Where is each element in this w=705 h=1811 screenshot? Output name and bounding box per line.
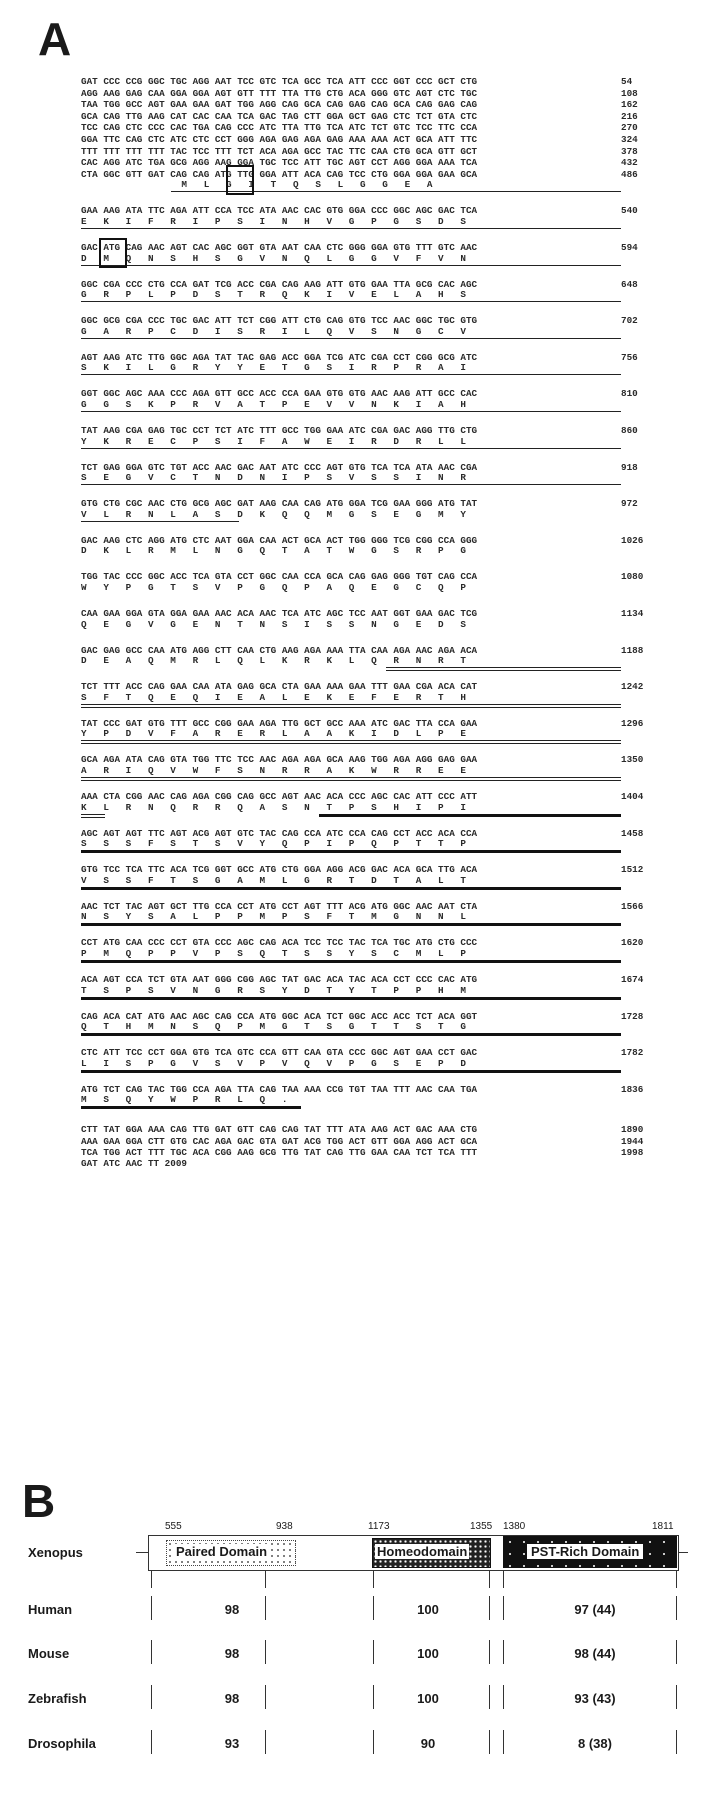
position-number: 1296 <box>621 717 644 729</box>
domain-boundary-tick <box>489 1640 490 1664</box>
species-label: Zebrafish <box>28 1691 87 1706</box>
position-number: 1620 <box>621 937 644 949</box>
domain-underline <box>81 997 621 1000</box>
identity-homeo: 90 <box>420 1736 436 1751</box>
domain-underline <box>386 670 621 671</box>
domain-underline <box>81 707 621 708</box>
domain-underline <box>81 521 239 522</box>
nucleotide-line <box>81 1010 644 1022</box>
domain-underline <box>81 228 621 229</box>
nucleotide-text: ATG TCT CAG TAC TGG CCA AGA TTA CAG TAA AAA CCG TGT TAA TTT AAC CAA TGA <box>81 1083 478 1095</box>
amino-acid-text: M L G I T Q S L G G E A <box>81 179 433 191</box>
nucleotide-line <box>81 122 638 134</box>
nucleotide-line <box>81 145 638 157</box>
domain-underline <box>81 265 621 266</box>
amino-acid-line <box>81 289 466 300</box>
position-number: 972 <box>621 498 638 510</box>
nucleotide-text: GCA CAG TTG AAG CAT CAC CAA TCA GAC TAG CTT GGA GCT GAG CTC TCT GTA CTC <box>81 110 478 122</box>
position-number: 1350 <box>621 754 644 766</box>
nucleotide-line <box>81 754 644 766</box>
amino-acid-text: Y K R E C P S I F A W E I R D R L L <box>81 435 466 447</box>
amino-acid-line <box>81 436 466 447</box>
species-label: Human <box>28 1602 73 1617</box>
amino-acid-text: Q E G V G E N T N S I S S N G E D S <box>81 618 466 630</box>
nucleotide-line <box>81 1083 644 1095</box>
amino-acid-text: D K L R M L N G Q T A T W G S R P G <box>81 545 466 557</box>
amino-acid-text: Q T H M N S Q P M G T S G T T S T G <box>81 1021 466 1033</box>
nucleotide-line <box>81 571 644 583</box>
domain-underline <box>81 411 621 412</box>
domain-underline <box>81 960 621 963</box>
nucleotide-text: GGT GGC AGC AAA CCC AGA GTT GCC ACC CCA GAA GTG GTG AAC AAG ATT GCC CAC <box>81 388 478 400</box>
nucleotide-line <box>81 388 638 400</box>
domain-boundary-tick <box>265 1570 266 1588</box>
nucleotide-line <box>81 1124 644 1136</box>
nucleotide-text: TCC CAG CTC CCC CAC TGA CAG CCC ATC TTA TTG TCA ATC TCT GTC TCC TTC CCA <box>81 122 478 134</box>
amino-acid-text: S S S F S T S V Y Q P I P Q P T T P <box>81 838 466 850</box>
domain-boundary-tick <box>489 1570 490 1588</box>
domain-underline <box>81 448 621 449</box>
paired-domain-label: Paired Domain <box>173 1544 270 1559</box>
domain-underline <box>319 814 621 817</box>
domain-boundary-tick <box>265 1685 266 1709</box>
domain-underline <box>81 923 621 926</box>
position-number: 1728 <box>621 1010 644 1022</box>
amino-acid-text: D M Q N S H S G V N Q L G G V F V N <box>81 252 466 264</box>
nucleotide-text: GGC CGA CCC CTG CCA GAT TCG ACC CGA CAG AAG ATT GTG GAA TTA GCG CAC AGC <box>81 278 478 290</box>
identity-paired: 98 <box>224 1602 240 1617</box>
identity-paired: 93 <box>224 1736 240 1751</box>
domain-boundary-tick <box>265 1640 266 1664</box>
domain-boundary-tick <box>676 1685 677 1709</box>
amino-acid-text: S E G V C T N D N I P S V S S I N R <box>81 472 466 484</box>
position-number: 378 <box>621 145 638 157</box>
amino-acid-text: M S Q Y W P R L Q . <box>81 1094 288 1106</box>
domain-underline <box>81 780 621 781</box>
domain-underline <box>81 1070 621 1073</box>
nucleotide-text: AAC TCT TAC AGT GCT TTG CCA CCT ATG CCT AGT TTT ACG ATG GGC AAC AAT CTA <box>81 900 478 912</box>
nucleotide-text: AAA GAA GGA CTT GTG CAC AGA GAC GTA GAT ACG TGG ACT GTT GGA AGG ACT GCA <box>81 1135 478 1147</box>
species-label: Drosophila <box>28 1736 96 1751</box>
position-number: 1242 <box>621 681 644 693</box>
amino-acid-text: G A R P C D I S R I L Q V S N G C V <box>81 325 466 337</box>
identity-paired: 98 <box>224 1646 240 1661</box>
nucleotide-text: TAT CCC GAT GTG TTT GCC CGG GAA AGA TTG GCT GCC AAA ATC GAC TTA CCA GAA <box>81 717 478 729</box>
position-number: 1188 <box>621 644 644 656</box>
amino-acid-line <box>81 399 466 410</box>
position-number: 860 <box>621 425 638 436</box>
domain-boundary-tick <box>503 1730 504 1754</box>
nucleotide-text: TAA TGG GCC AGT GAA GAA GAT TGG AGG CAG GCA CAG GAG CAG GCA CAG GAG CAG <box>81 99 478 111</box>
homeodomain <box>372 1538 491 1568</box>
nucleotide-line <box>81 498 638 510</box>
position-number: 1890 <box>621 1124 644 1136</box>
domain-boundary-tick <box>676 1596 677 1620</box>
nucleotide-line <box>81 608 644 619</box>
amino-acid-line <box>81 582 466 593</box>
panel-b-label: B <box>22 1475 56 1527</box>
domain-boundary-tick <box>373 1730 374 1754</box>
nucleotide-line <box>81 681 644 693</box>
nucleotide-text: GCA AGA ATA CAG GTA TGG TTC TCC AAC AGA AGA GCA AAG TGG AGA AGG GAG GAA <box>81 754 478 766</box>
nucleotide-text: TGG TAC CCC GGC ACC TCA GTA CCT GGC CAA CCA GCA CAG GAG GGG TGT CAG CCA <box>81 571 478 583</box>
domain-boundary-tick <box>676 1730 677 1754</box>
amino-acid-line <box>81 326 466 337</box>
amino-acid-line <box>81 472 466 483</box>
identity-pst: 98 (44) <box>574 1646 616 1661</box>
amino-acid-line <box>81 802 466 813</box>
nucleotide-text: TAT AAG CGA GAG TGC CCT TCT ATC TTT GCC TGG GAA ATC CGA GAC AGG TTG CTG <box>81 425 478 436</box>
domain-boundary-tick <box>503 1596 504 1620</box>
amino-acid-line <box>81 728 466 739</box>
amino-acid-text: V L R N L A S D K Q Q M G S E G M Y <box>81 508 466 520</box>
nucleotide-line <box>81 461 638 473</box>
nucleotide-text: GAT CCC CCG GGC TGC AGG AAT TCC GTC TCA GCC TCA ATT CCC GGT CCC GCT CTG <box>81 76 478 87</box>
domain-underline <box>81 1033 621 1036</box>
position-number: 1026 <box>621 534 644 546</box>
nucleotide-line <box>81 1158 187 1169</box>
amino-acid-line <box>81 838 466 849</box>
nucleotide-text: GTG CTG CGC AAC CTG GCG AGC GAT AAG CAA CAG ATG GGA TCG GAA GGG ATG TAT <box>81 498 478 510</box>
nucleotide-text: TTT TTT TTT TTT TAC TCC TTT TCT ACA AGA GCC TAC TTC CAA CTG GCA GTT GCT <box>81 145 478 157</box>
position-number: 810 <box>621 388 638 400</box>
position-number: 324 <box>621 134 638 145</box>
nucleotide-text: GAC AAG CTC AGG ATG CTC AAT GGA CAA ACT GCA ACT TGG GGG TCG CGG CCA GGG <box>81 534 478 546</box>
amino-acid-line <box>81 216 466 227</box>
identity-pst: 97 (44) <box>574 1602 616 1617</box>
amino-acid-text: Y P D V F A R E R L A A K I D L P E <box>81 728 466 740</box>
amino-acid-line <box>81 692 466 703</box>
domain-boundary-tick <box>503 1640 504 1664</box>
domain-underline <box>386 667 621 668</box>
amino-acid-line <box>81 619 466 630</box>
amino-acid-line <box>81 1021 466 1032</box>
nucleotide-text: CAG ACA CAT ATG AAC AGC CAG CCA ATG GGC ACA TCT GGC ACC ACC TCT ACA GGT <box>81 1010 478 1022</box>
species-label: Mouse <box>28 1646 70 1661</box>
domain-boundary-tick <box>489 1730 490 1754</box>
nucleotide-line <box>81 157 638 169</box>
amino-acid-text: V S S F T S G A M L G R T D T A L T <box>81 874 466 886</box>
nucleotide-line <box>81 1146 644 1158</box>
position-number: 1458 <box>621 827 644 839</box>
amino-acid-text: S K I L G R Y Y E T G S I R P R A I <box>81 362 466 374</box>
nucleotide-text: GAA AAG ATA TTC AGA ATT CCA TCC ATA AAC CAC GTG GGA CCC GGC AGC GAC TCA <box>81 205 478 217</box>
position-number: 648 <box>621 278 638 290</box>
amino-acid-line <box>81 655 466 666</box>
amino-acid-line <box>81 985 466 996</box>
position-number: 594 <box>621 242 638 253</box>
domain-underline <box>81 374 621 375</box>
domain-underline <box>81 887 621 890</box>
position-number: 270 <box>621 122 638 134</box>
identity-homeo: 100 <box>417 1646 439 1661</box>
nucleotide-text: TCT GAG GGA GTC TGT ACC AAC GAC AAT ATC CCC AGT GTG TCA TCA ATA AAC CGA <box>81 461 478 473</box>
position-number: 108 <box>621 87 638 99</box>
nucleotide-text: AGG AAG GAG CAA GGA GGA AGT GTT TTT TTA TTG CTG ACA GGG GTC AGT CTC TGC <box>81 87 478 99</box>
position-number: 216 <box>621 110 638 122</box>
nucleotide-text: AGT AAG ATC TTG GGC AGA TAT TAC GAG ACC GGA TCG ATC CGA CCT CGG GCG ATC <box>81 351 478 363</box>
amino-acid-text: L I S P G V S V P V Q V P G S E P D <box>81 1057 466 1069</box>
position-number: 540 <box>621 205 638 217</box>
nucleotide-line <box>81 110 638 122</box>
nucleotide-text: CCT ATG CAA CCC CCT GTA CCC AGC CAG ACA TCC TCC TAC TCA TGC ATG CTG CCC <box>81 937 478 949</box>
domain-boundary-tick <box>676 1640 677 1664</box>
amino-acid-text: T S P S V N G R S Y D T Y T P P H M <box>81 984 466 996</box>
nucleotide-line <box>81 534 644 546</box>
nucleotide-text: CTA GGC GTT GAT CAG CAG ATG TTG GGA ATT ACA CAG TCC CTG GGA GGA GAA GCA <box>81 168 478 180</box>
nucleotide-text: AAA CTA CGG AAC CAG AGA CGG CAG GCC AGT AAC ACA CCC AGC CAC ATT CCC ATT <box>81 791 478 802</box>
position-number: 54 <box>621 76 633 87</box>
identity-pst: 8 (38) <box>578 1736 612 1751</box>
domain-underline <box>81 817 105 818</box>
nucleotide-line <box>81 168 638 180</box>
nucleotide-line <box>81 717 644 729</box>
amino-acid-text: E K I F R I P S I N H V G P G S D S <box>81 215 466 227</box>
homeodomain-label: Homeodomain <box>377 1544 468 1559</box>
nucleotide-line <box>81 900 644 912</box>
nucleotide-line <box>81 974 644 985</box>
amino-acid-line <box>81 911 466 922</box>
amino-acid-text: G G S K P R V A T P E V V N K I A H <box>81 398 466 410</box>
nucleotide-line <box>81 644 644 656</box>
position-number: 1512 <box>621 864 644 876</box>
position-number: 1674 <box>621 974 644 985</box>
nucleotide-text: CTC ATT TCC CCT GGA GTG TCA GTC CCA GTT CAA GTA CCC GGC AGT GAA CCT GAC <box>81 1047 478 1059</box>
domain-boundary-tick <box>503 1570 504 1588</box>
nucleotide-line <box>81 205 638 217</box>
identity-homeo: 100 <box>417 1602 439 1617</box>
domain-underline <box>81 484 621 485</box>
domain-boundary-tick <box>265 1730 266 1754</box>
nucleotide-line <box>81 864 644 876</box>
nucleotide-text: CAA GAA GGA GTA GGA GAA AAC ACA AAC TCA ATC AGC TCC AAT GGT GAA GAC TCG <box>81 608 478 619</box>
nucleotide-text: GGC GCG CGA CCC TGC GAC ATT TCT CGG ATT CTG CAG GTG TCC AAC GGC TGC GTG <box>81 315 478 327</box>
domain-boundary-tick <box>373 1640 374 1664</box>
coord-1380: 1380 <box>503 1521 526 1532</box>
nucleotide-line <box>81 827 644 839</box>
domain-underline <box>81 338 621 339</box>
nucleotide-text: TCT TTT ACC CAG GAA CAA ATA GAG GCA CTA GAA AAA GAA TTT GAA CGA ACA CAT <box>81 681 478 693</box>
nucleotide-line <box>81 1047 644 1059</box>
domain-underline <box>81 743 621 744</box>
nucleotide-line <box>81 99 638 111</box>
position-number: 1944 <box>621 1135 644 1147</box>
domain-boundary-tick <box>489 1596 490 1620</box>
nucleotide-text: AGC AGT AGT TTC AGT ACG AGT GTC TAC CAG CCA ATC CCA CAG CCT ACC ACA CCA <box>81 827 478 839</box>
coord-938: 938 <box>276 1521 293 1532</box>
nucleotide-line <box>81 791 644 802</box>
coord-1173: 1173 <box>368 1521 390 1532</box>
domain-underline <box>81 301 621 302</box>
domain-boundary-tick <box>503 1685 504 1709</box>
amino-acid-line <box>81 362 466 373</box>
amino-acid-text: K L R N Q R R Q A S N T P S H I P I <box>81 801 466 813</box>
nucleotide-line <box>81 242 638 253</box>
amino-acid-line <box>81 948 466 959</box>
nucleotide-line <box>81 1135 644 1147</box>
amino-acid-text: G R P L P D S T R Q K I V E L A H S <box>81 289 466 301</box>
amino-acid-line <box>81 545 466 556</box>
domain-boundary-tick <box>489 1685 490 1709</box>
domain-boundary-tick <box>373 1685 374 1709</box>
nucleotide-line <box>81 134 638 145</box>
position-number: 1566 <box>621 900 644 912</box>
position-number: 918 <box>621 461 638 473</box>
amino-acid-line <box>81 509 466 520</box>
position-number: 1836 <box>621 1083 644 1095</box>
amino-acid-text: W Y P G T S V P G Q P A Q E G C Q P <box>81 581 466 593</box>
amino-acid-text: P M Q P P V P S Q T S S Y S C M L P <box>81 947 466 959</box>
amino-acid-line <box>81 1058 466 1069</box>
amino-acid-line <box>81 765 466 776</box>
amino-acid-text: D E A Q M R L Q L K R K L Q R N R T <box>81 655 466 667</box>
nucleotide-text: GAC ATG CAG AAC AGT CAC AGC GGT GTA AAT CAA CTC GGG GGA GTG TTT GTC AAC <box>81 242 478 253</box>
nucleotide-text: GTG TCC TCA TTC ACA TCG GGT GCC ATG CTG GGA AGG ACG GAC ACA GCA TTG ACA <box>81 864 478 876</box>
identity-pst: 93 (43) <box>574 1691 616 1706</box>
nucleotide-line <box>81 351 638 363</box>
pst-rich-domain <box>503 1536 677 1568</box>
nucleotide-line <box>81 315 638 327</box>
nucleotide-line <box>81 425 638 436</box>
nucleotide-line <box>81 937 644 949</box>
domain-boundary-tick <box>373 1596 374 1620</box>
domain-boundary-tick <box>151 1570 152 1588</box>
position-number: 1134 <box>621 608 644 619</box>
position-number: 432 <box>621 157 638 169</box>
coord-555: 555 <box>165 1521 182 1532</box>
reference-species: Xenopus <box>28 1545 83 1560</box>
domain-underline <box>81 777 621 778</box>
nucleotide-line <box>81 76 633 87</box>
nucleotide-text: CTT TAT GGA AAA CAG TTG GAT GTT CAG CAG TAT TTT ATA AAG ACT GAC AAA CTG <box>81 1124 478 1136</box>
identity-homeo: 100 <box>417 1691 439 1706</box>
amino-acid-line <box>81 875 466 886</box>
coord-1811: 1811 <box>652 1521 674 1532</box>
nucleotide-text: GGA TTC CAG CTC ATC CTC CCT GGG AGA GAG AGA GAG AAA AAA ACT GCA ATT TTC <box>81 134 478 145</box>
start-codon-box <box>99 238 127 268</box>
position-number: 702 <box>621 315 638 327</box>
domain-boundary-tick <box>676 1570 677 1588</box>
pst-domain-label: PST-Rich Domain <box>527 1544 643 1559</box>
amino-acid-text: N S Y S A L P P M P S F T M G N N L <box>81 911 466 923</box>
position-number: 486 <box>621 168 638 180</box>
nucleotide-text: GAT ATC AAC TT 2009 <box>81 1158 188 1169</box>
paired-domain <box>166 1540 296 1566</box>
domain-boundary-tick <box>151 1596 152 1620</box>
panel-a-label: A <box>38 13 72 65</box>
nucleotide-line <box>81 278 638 290</box>
domain-underline <box>81 704 621 705</box>
position-number: 1080 <box>621 571 644 583</box>
nucleotide-text: TCA TGG ACT TTT TGC ACA CGG AAG GCG TTG TAT CAG TTG GAA CAA TCT TCA TTT <box>81 1146 478 1158</box>
nucleotide-line <box>81 87 638 99</box>
position-number: 1998 <box>621 1146 644 1158</box>
identity-paired: 98 <box>224 1691 240 1706</box>
domain-boundary-tick <box>265 1596 266 1620</box>
domain-underline <box>81 814 105 815</box>
amino-acid-line <box>81 179 432 190</box>
position-number: 162 <box>621 99 638 111</box>
domain-underline <box>81 1106 301 1109</box>
domain-boundary-tick <box>151 1685 152 1709</box>
domain-boundary-tick <box>151 1730 152 1754</box>
domain-boundary-tick <box>373 1570 374 1588</box>
domain-underline <box>81 740 621 741</box>
nucleotide-text: ACA AGT CCA TCT GTA AAT GGG CGG AGC TAT GAC ACA TAC ACA CCT CCC CAC ATG <box>81 974 478 985</box>
nucleotide-text: CAC AGG ATC TGA GCG AGG AAG GGA TGC TCC ATT TGC AGT CCT AGG GGA AAA TCA <box>81 157 478 169</box>
amino-acid-text: S F T Q E Q I E A L E K E F E R T H <box>81 691 466 703</box>
start-codon-box <box>226 165 254 195</box>
amino-acid-line <box>81 1094 287 1105</box>
nucleotide-text: GAC GAG GCC CAA ATG AGG CTT CAA CTG AAG AGA AAA TTA CAA AGA AAC AGA ACA <box>81 644 478 656</box>
position-number: 756 <box>621 351 638 363</box>
position-number: 1404 <box>621 791 644 802</box>
domain-underline <box>81 850 621 853</box>
position-number: 1782 <box>621 1047 644 1059</box>
coord-1355: 1355 <box>470 1521 493 1532</box>
amino-acid-text: A R I Q V W F S N R R A K W R R E E <box>81 764 466 776</box>
amino-acid-line <box>81 253 466 264</box>
domain-boundary-tick <box>151 1640 152 1664</box>
